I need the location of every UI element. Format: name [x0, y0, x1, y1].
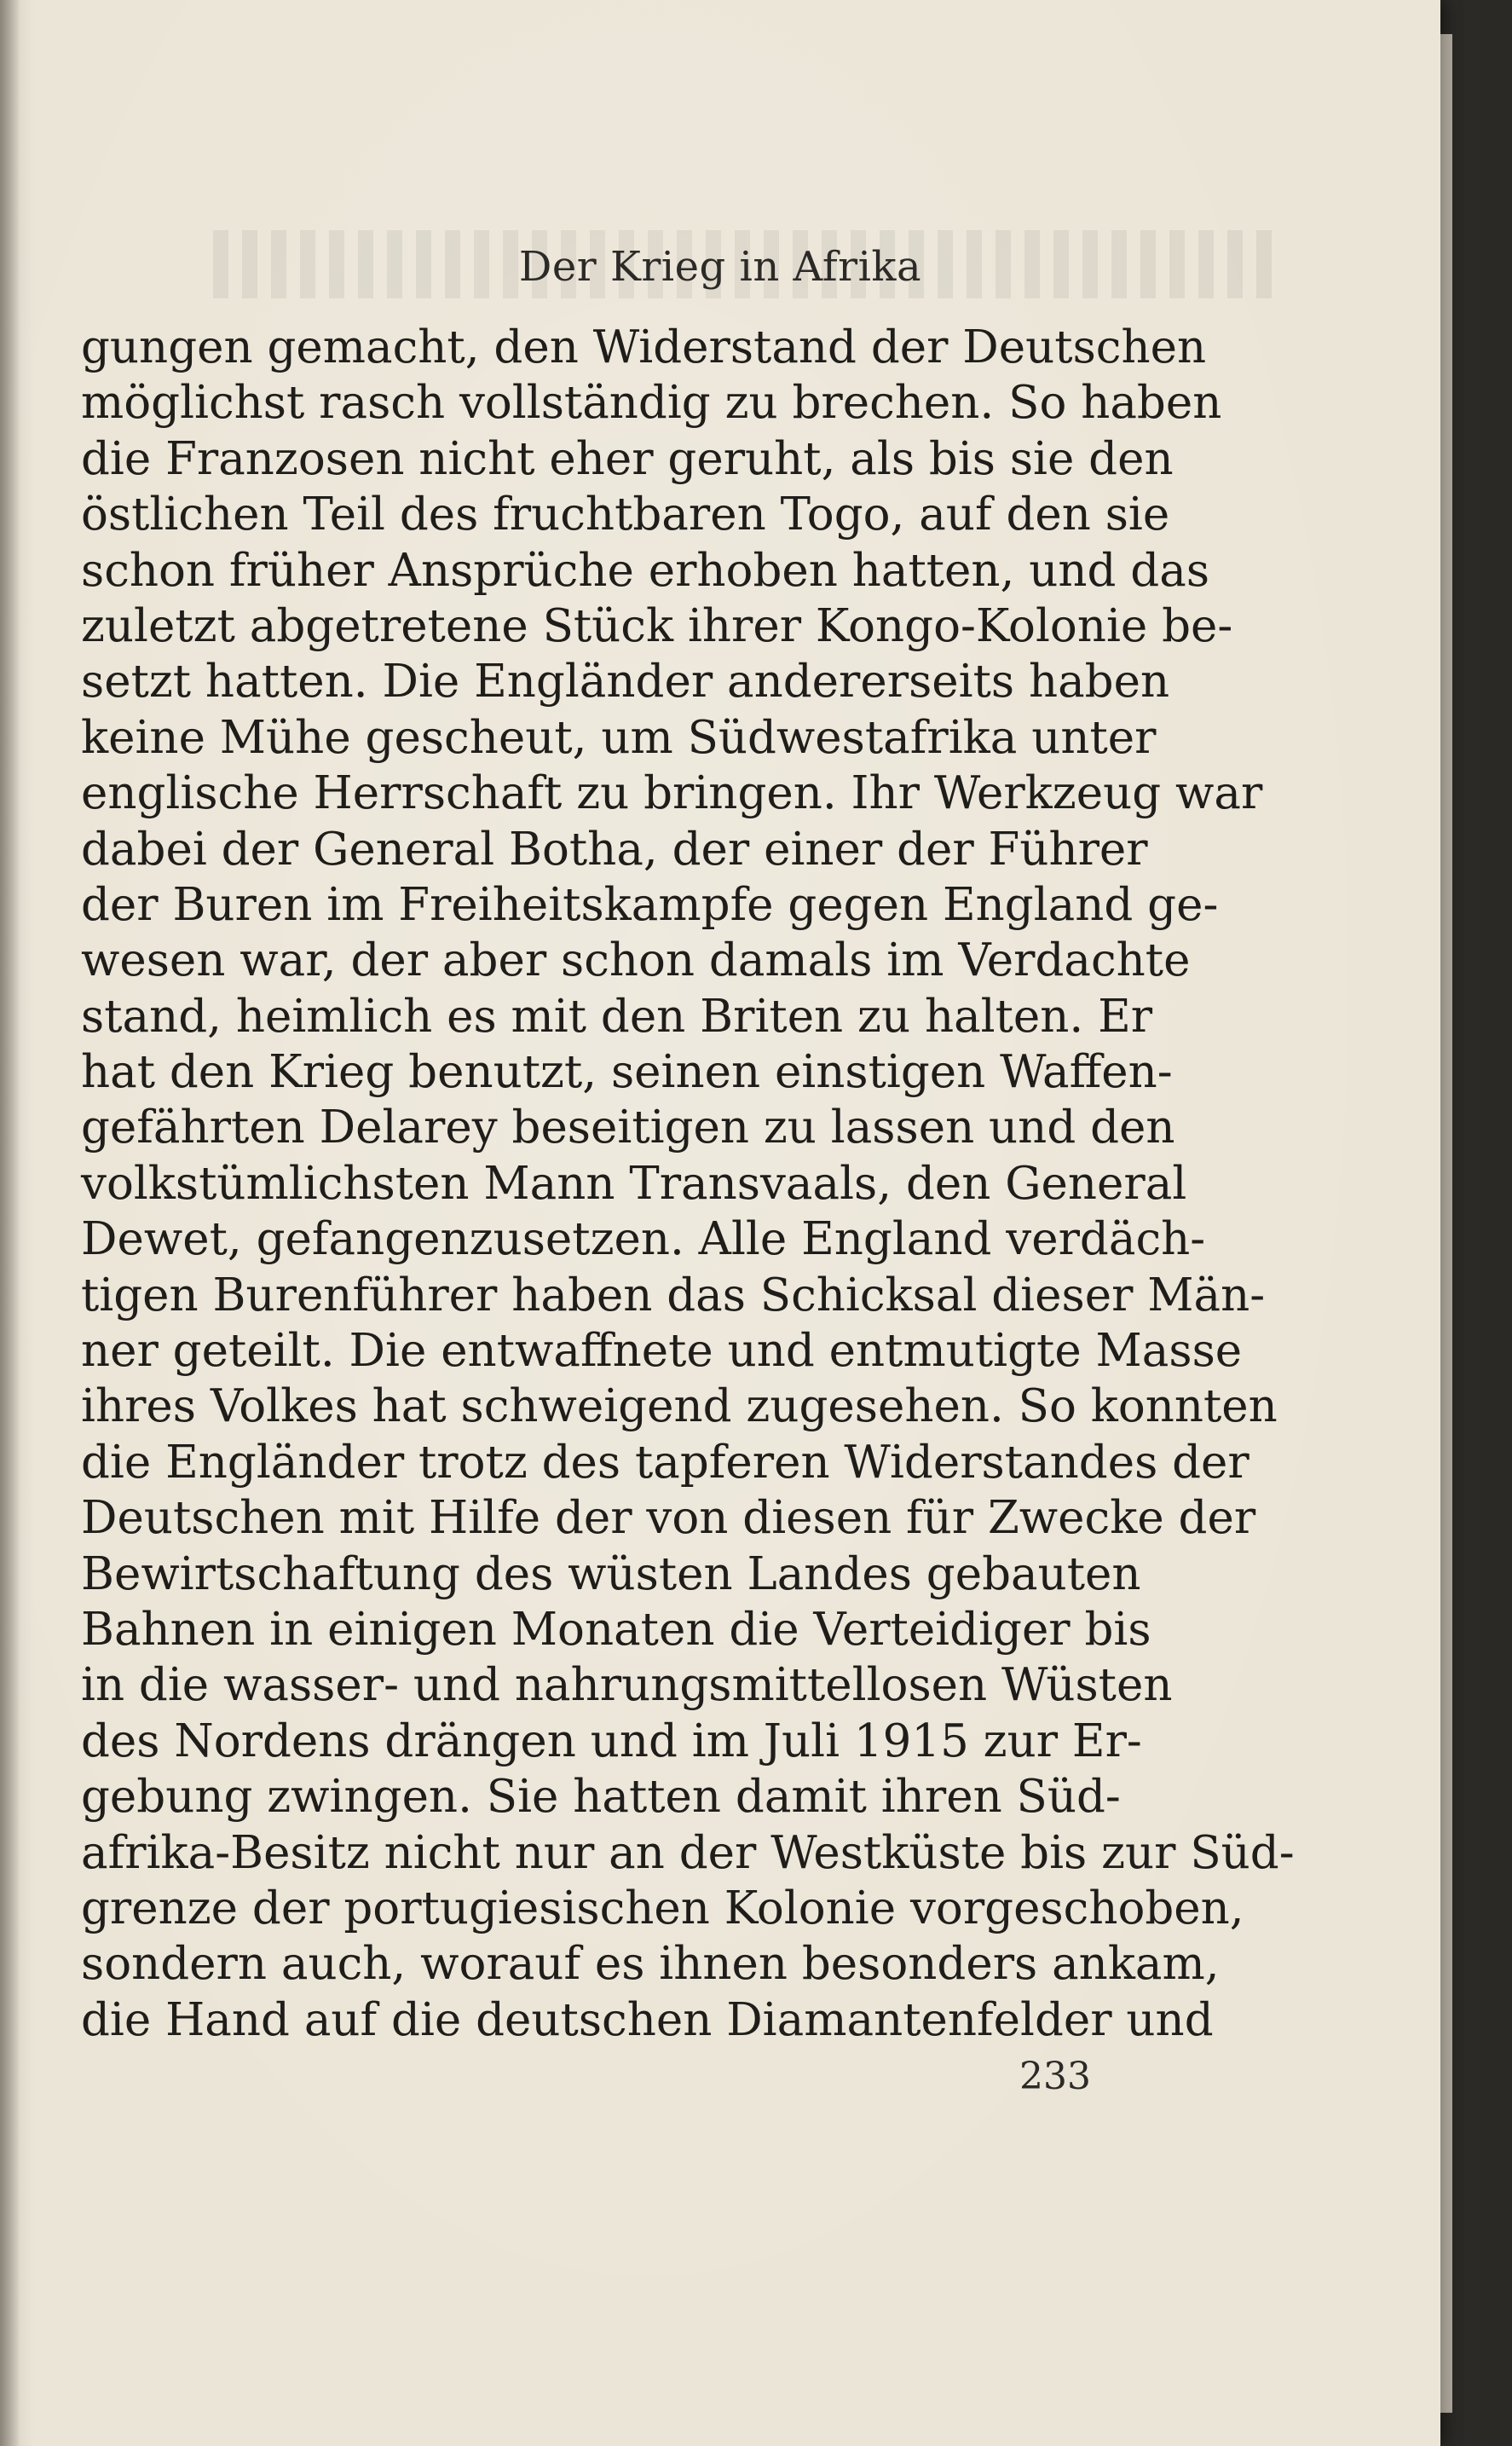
text-line: Dewet, gefangenzusetzen. Alle England verdäch-: [81, 1213, 1206, 1266]
text-line: ihres Volkes hat schweigend zugesehen. So konnten: [81, 1380, 1278, 1433]
text-line: des Nordens drängen und im Juli 1915 zur Er-: [81, 1715, 1142, 1767]
text-line: die Hand auf die deutschen Diamantenfelder und: [81, 1993, 1214, 2046]
page-number: 233: [1019, 2055, 1091, 2098]
text-line: wesen war, der aber schon damals im Verdachte: [81, 934, 1191, 987]
text-line: gefährten Delarey beseitigen zu lassen und den: [81, 1102, 1175, 1154]
text-line: sondern auch, worauf es ihnen besonders ankam,: [81, 1938, 1220, 1991]
spine-shadow: [0, 0, 20, 2446]
text-line: setzt hatten. Die Engländer andererseits haben: [81, 656, 1170, 708]
page-fore-edge: [1440, 34, 1452, 2413]
text-line: tigen Burenführer haben das Schicksal dieser Män-: [81, 1269, 1266, 1321]
text-line: Bewirtschaftung des wüsten Landes gebauten: [81, 1547, 1141, 1600]
text-line: gungen gemacht, den Widerstand der Deutschen: [81, 321, 1207, 373]
text-line: afrika-Besitz nicht nur an der Westküste bis zur Süd-: [81, 1826, 1295, 1879]
text-line: ner geteilt. Die entwaffnete und entmutigte Masse: [81, 1325, 1243, 1378]
text-line: Bahnen in einigen Monaten die Verteidiger bis: [81, 1603, 1151, 1656]
text-line: schon früher Ansprüche erhoben hatten, und das: [81, 544, 1210, 597]
text-line: volkstümlichsten Mann Transvaals, den General: [81, 1157, 1187, 1210]
text-line: keine Mühe gescheut, um Südwestafrika unter: [81, 711, 1157, 764]
text-line: hat den Krieg benutzt, seinen einstigen Waffen-: [81, 1046, 1173, 1099]
text-line: der Buren im Freiheitskampfe gegen England ge-: [81, 878, 1219, 931]
body-text: [81, 320, 1295, 2048]
text-line: möglichst rasch vollständig zu brechen. So haben: [81, 377, 1222, 430]
text-line: dabei der General Botha, der einer der Führer: [81, 823, 1148, 876]
text-line: östlichen Teil des fruchtbaren Togo, auf den sie: [81, 489, 1170, 541]
text-line: die Franzosen nicht eher geruht, als bis sie den: [81, 432, 1174, 485]
text-line: englische Herrschaft zu bringen. Ihr Werkzeug war: [81, 767, 1263, 820]
text-line: grenze der portugiesischen Kolonie vorgeschoben,: [81, 1882, 1244, 1934]
text-line: in die wasser- und nahrungsmittellosen Wüsten: [81, 1659, 1173, 1712]
running-head: Der Krieg in Afrika: [518, 243, 922, 291]
text-line: stand, heimlich es mit den Briten zu halten. Er: [81, 990, 1153, 1043]
text-line: die Engländer trotz des tapferen Widerstandes der: [81, 1436, 1249, 1489]
text-line: zuletzt abgetretene Stück ihrer Kongo-Kolonie be-: [81, 599, 1233, 652]
text-line: Deutschen mit Hilfe der von diesen für Zwecke der: [81, 1492, 1256, 1545]
text-line: gebung zwingen. Sie hatten damit ihren Süd-: [81, 1771, 1121, 1824]
